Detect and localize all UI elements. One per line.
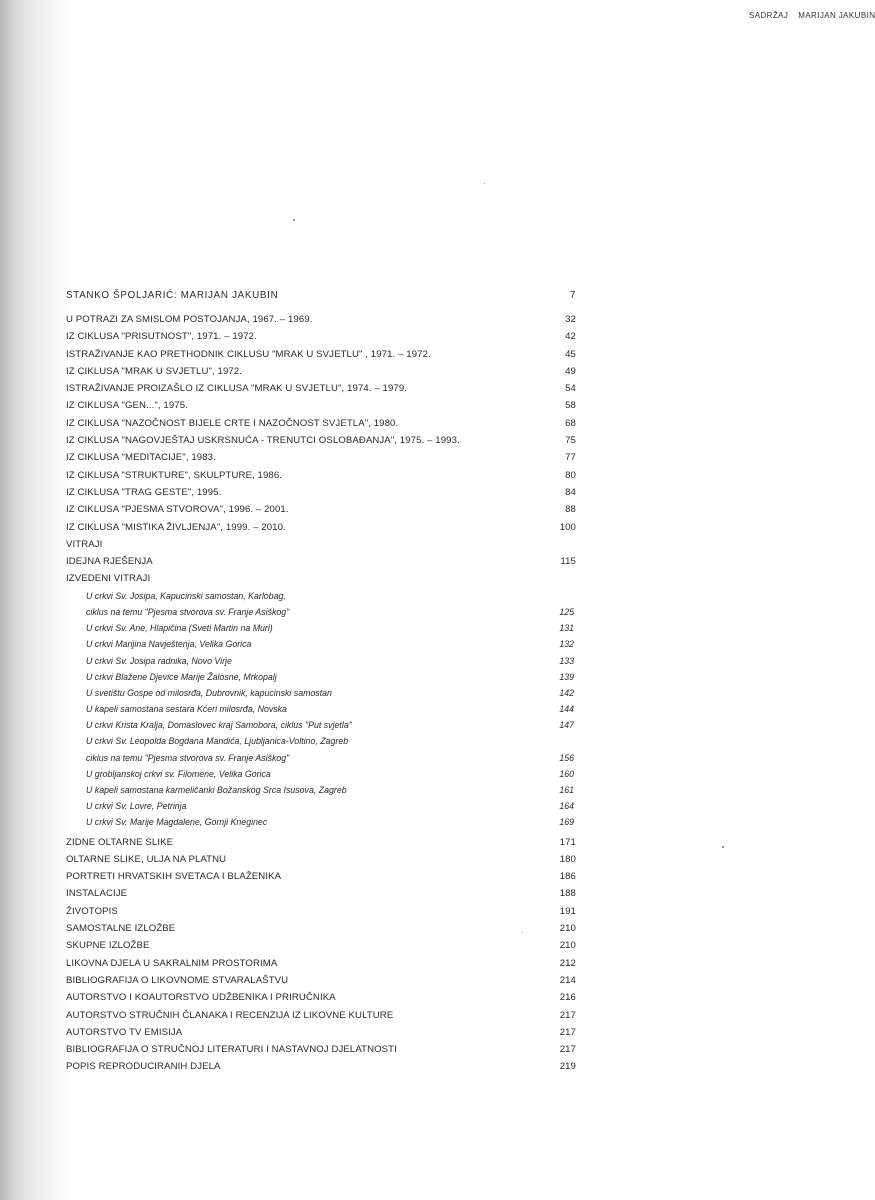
toc-entry: [66, 290, 576, 311]
toc-entry-title: IZ CIKLUSA "NAGOVJEŠTAJ USKRSNUĆA - TRENUTCI OSLOBAĐANJA", 1975. – 1993.: [66, 435, 460, 447]
toc-entry-title: U crkvi Marijina Navještenja, Velika Gorica: [86, 639, 252, 650]
toc-entry-title: U crkvi Sv. Ane, Hlapičina (Sveti Martin na Muri): [86, 623, 273, 634]
toc-entry-title: U crkvi Sv. Josipa, Kapucinski samostan, Karlobag,: [86, 590, 286, 601]
toc-entry-page: 84: [565, 486, 576, 498]
toc-entry-page: 156: [559, 752, 574, 763]
toc-entry-title: BIBLIOGRAFIJA O LIKOVNOME STVARALAŠTVU: [66, 974, 289, 986]
toc-entry-page: 131: [559, 623, 574, 634]
toc-entry-page: 161: [559, 785, 574, 795]
toc-entry-page: 75: [565, 435, 576, 447]
toc-subentry: [66, 801, 576, 817]
toc-entry-page: 58: [565, 400, 576, 412]
toc-entry-title: IZ CIKLUSA "PRISUTNOST", 1971. – 1972.: [66, 331, 257, 343]
toc-entry-title: ŽIVOTOPIS: [66, 905, 118, 917]
toc-entry-page: 164: [559, 801, 574, 812]
toc-entry-title: U kapeli samostana sestara Kćeri milosrđa, Novska: [86, 704, 287, 715]
toc-entry-title: BIBLIOGRAFIJA O STRUČNOJ LITERATURI I NASTAVNOJ DJELATNOSTI: [66, 1044, 397, 1056]
toc-entry: [66, 837, 576, 854]
toc-entry: [66, 522, 576, 539]
toc-entry-title: IDEJNA RJEŠENJA: [66, 556, 153, 568]
toc-entry-title: IZ CIKLUSA "TRAG GESTE", 1995.: [66, 486, 222, 498]
toc-subentry: [66, 688, 576, 704]
toc-entry-title: INSTALACIJE: [66, 888, 128, 900]
toc-entry-page: 115: [560, 556, 576, 568]
toc-subentry: [66, 753, 576, 769]
toc-entry-page: 147: [559, 720, 574, 731]
toc-entry-title: U crkvi Sv. Marije Magdalene, Gornji Kneginec: [86, 817, 268, 828]
running-header: [749, 11, 875, 20]
toc-entry-page: 54: [565, 383, 576, 395]
toc-entry-page: 80: [565, 469, 576, 481]
toc-entry: [66, 435, 576, 452]
toc-entry-title: AUTORSTVO STRUČNIH ČLANAKA I RECENZIJA IZ LIKOVNE KULTURE: [66, 1009, 394, 1021]
toc-entry-page: 191: [559, 905, 576, 917]
toc-entry: [66, 314, 576, 331]
scan-speck: [293, 219, 295, 221]
toc-entry-page: 188: [559, 888, 576, 900]
toc-entry: [66, 1044, 576, 1061]
toc-entry-page: 132: [559, 639, 574, 650]
toc-entry: [66, 958, 576, 975]
toc-entry-title: IZ CIKLUSA "MEDITACIJE", 1983.: [66, 452, 216, 464]
toc-entry-page: 210: [559, 923, 576, 935]
toc-entry: [66, 906, 576, 923]
toc-subentry: [66, 769, 576, 785]
toc-entry-page: 171: [559, 836, 576, 848]
page-binding-shadow: [0, 0, 70, 1200]
toc-subentry: [66, 623, 576, 639]
toc-entry: [66, 470, 576, 487]
toc-entry-title: ciklus na temu "Pjesma stvorova sv. Franje Asiškog": [86, 752, 290, 763]
toc-entry: [66, 854, 576, 871]
toc-entry-title: U crkvi Sv. Leopolda Bogdana Mandića, Ljubljanica-Voltino, Zagreb: [86, 736, 349, 747]
toc-entry-page: 210: [559, 940, 576, 952]
toc-entry: [66, 366, 576, 383]
toc-entry: [66, 400, 576, 417]
toc-entry-page: 100: [559, 521, 576, 533]
toc-entry: [66, 556, 576, 573]
toc-entry-page: 68: [565, 417, 576, 429]
scan-speck: [722, 846, 724, 848]
toc-entry: [66, 1027, 576, 1044]
toc-entry: [66, 1010, 576, 1027]
toc-entry-page: 49: [565, 365, 576, 377]
toc-entry-title: AUTORSTVO TV EMISIJA: [66, 1026, 183, 1038]
toc-entry-title: IZ CIKLUSA "STRUKTURE", SKULPTURE, 1986.: [66, 469, 283, 481]
toc-entry-title: PORTRETI HRVATSKIH SVETACA I BLAŽENIKA: [66, 871, 282, 883]
toc-subentry: [66, 704, 576, 720]
toc-entry: [66, 487, 576, 504]
toc-entry-page: 32: [565, 314, 576, 325]
toc-entry-page: 186: [559, 871, 576, 883]
table-of-contents: [66, 290, 576, 1079]
toc-entry-title: IZ CIKLUSA "GEN...", 1975.: [66, 400, 188, 412]
toc-entry-page: 160: [559, 768, 574, 779]
toc-entry-page: 169: [559, 817, 574, 828]
toc-entry: [66, 539, 576, 556]
toc-entry-page: 7: [569, 290, 576, 301]
toc-entry-title: U POTRAZI ZA SMISLOM POSTOJANJA, 1967. – 1969.: [66, 314, 313, 325]
toc-entry-title: ISTRAŽIVANJE KAO PRETHODNIK CIKLUSU "MRAK U SVJETLU" , 1971. – 1972.: [66, 348, 431, 360]
toc-entry-page: 142: [559, 687, 574, 698]
toc-entry-title: IZ CIKLUSA "NAZOČNOST BIJELE CRTE I NAZOČNOST SVJETLA", 1980.: [66, 417, 399, 429]
toc-entry: [66, 992, 576, 1009]
toc-entry: [66, 383, 576, 400]
toc-entry-title: IZ CIKLUSA "MISTIKA ŽIVLJENJA", 1999. – 2010.: [66, 521, 286, 533]
toc-entry: [66, 888, 576, 905]
toc-entry-title: AUTORSTVO I KOAUTORSTVO UDŽBENIKA I PRIRUČNIKA: [66, 992, 336, 1004]
toc-entry-title: U crkvi Blažene Djevice Marije Žalosne, Mrkopalj: [86, 671, 277, 682]
toc-entry-page: 133: [559, 655, 574, 666]
toc-entry-title: IZVEDENI VITRAJI: [66, 573, 151, 585]
toc-subentry: [66, 672, 576, 688]
toc-subentry: [66, 817, 576, 833]
header-section: SADRŽAJ: [749, 11, 789, 20]
toc-entry-title: U svetištu Gospe od milosrđa, Dubrovnik, kapucinski samostan: [86, 687, 332, 698]
toc-entry-title: LIKOVNA DJELA U SAKRALNIM PROSTORIMA: [66, 957, 278, 969]
toc-entry: [66, 349, 576, 366]
toc-entry-page: 125: [559, 606, 574, 617]
toc-entry-title: ciklus na temu "Pjesma stvorova sv. Franje Asiškog": [86, 606, 290, 617]
toc-entry-title: VITRAJI: [66, 538, 103, 550]
toc-subentry: [66, 639, 576, 655]
toc-entry: [66, 331, 576, 348]
toc-entry-title: OLTARNE SLIKE, ULJA NA PLATNU: [66, 853, 227, 865]
toc-entry-page: 42: [565, 331, 576, 343]
toc-entry: [66, 871, 576, 888]
toc-entry-title: POPIS REPRODUCIRANIH DJELA: [66, 1061, 221, 1073]
toc-subentry: [66, 656, 576, 672]
toc-entry-title: U kapeli samostana karmeličanki Božanskog Srca Isusova, Zagreb: [86, 785, 347, 795]
toc-entry: [66, 923, 576, 940]
toc-entry-page: 217: [559, 1026, 576, 1038]
toc-entry-page: 212: [559, 957, 576, 969]
toc-entry: [66, 418, 576, 435]
toc-entry-title: ISTRAŽIVANJE PROIZAŠLO IZ CIKLUSA "MRAK U SVJETLU", 1974. – 1979.: [66, 383, 408, 395]
toc-subentry: [66, 607, 576, 623]
toc-entry-title: SKUPNE IZLOŽBE: [66, 940, 150, 952]
toc-entry-page: 219: [559, 1061, 576, 1073]
toc-entry-title: IZ CIKLUSA "MRAK U SVJETLU", 1972.: [66, 365, 243, 377]
toc-entry: [66, 975, 576, 992]
toc-entry: [66, 1061, 576, 1078]
toc-subentry: [66, 591, 576, 607]
toc-entry: [66, 452, 576, 469]
toc-entry-page: 144: [559, 704, 574, 715]
toc-entry: [66, 504, 576, 521]
toc-entry-title: IZ CIKLUSA "PJESMA STVOROVA", 1996. – 2001.: [66, 504, 289, 516]
toc-entry-title: U grobljanskoj crkvi sv. Filomene, Velika Gorica: [86, 768, 271, 779]
toc-subentry: [66, 736, 576, 752]
toc-entry-title: SAMOSTALNE IZLOŽBE: [66, 923, 176, 935]
toc-entry-page: 216: [559, 992, 576, 1004]
toc-entry-page: 180: [559, 853, 576, 865]
toc-entry-page: 217: [559, 1009, 576, 1021]
toc-entry-page: 88: [565, 504, 576, 516]
toc-entry-title: U crkvi Sv. Josipa radnika, Novo Virje: [86, 655, 232, 666]
toc-entry-page: 214: [559, 974, 576, 986]
scan-speck: [484, 183, 485, 184]
toc-entry-title: U crkvi Krista Kralja, Domaslovec kraj Samobora, ciklus "Put svjetla": [86, 720, 352, 731]
toc-entry-title: STANKO ŠPOLJARIĆ: MARIJAN JAKUBIN: [66, 290, 279, 301]
header-author: MARIJAN JAKUBIN: [798, 11, 875, 20]
toc-entry-page: 139: [559, 671, 574, 682]
toc-entry-page: 45: [565, 348, 576, 360]
toc-subentry: [66, 785, 576, 801]
toc-entry: [66, 940, 576, 957]
toc-subentry: [66, 720, 576, 736]
toc-entry: [66, 573, 576, 590]
toc-entry-page: 217: [559, 1044, 576, 1056]
toc-entry-title: ZIDNE OLTARNE SLIKE: [66, 836, 174, 848]
toc-entry-page: 77: [565, 452, 576, 464]
toc-entry-title: U crkvi Sv. Lovre, Petrinja: [86, 801, 187, 812]
